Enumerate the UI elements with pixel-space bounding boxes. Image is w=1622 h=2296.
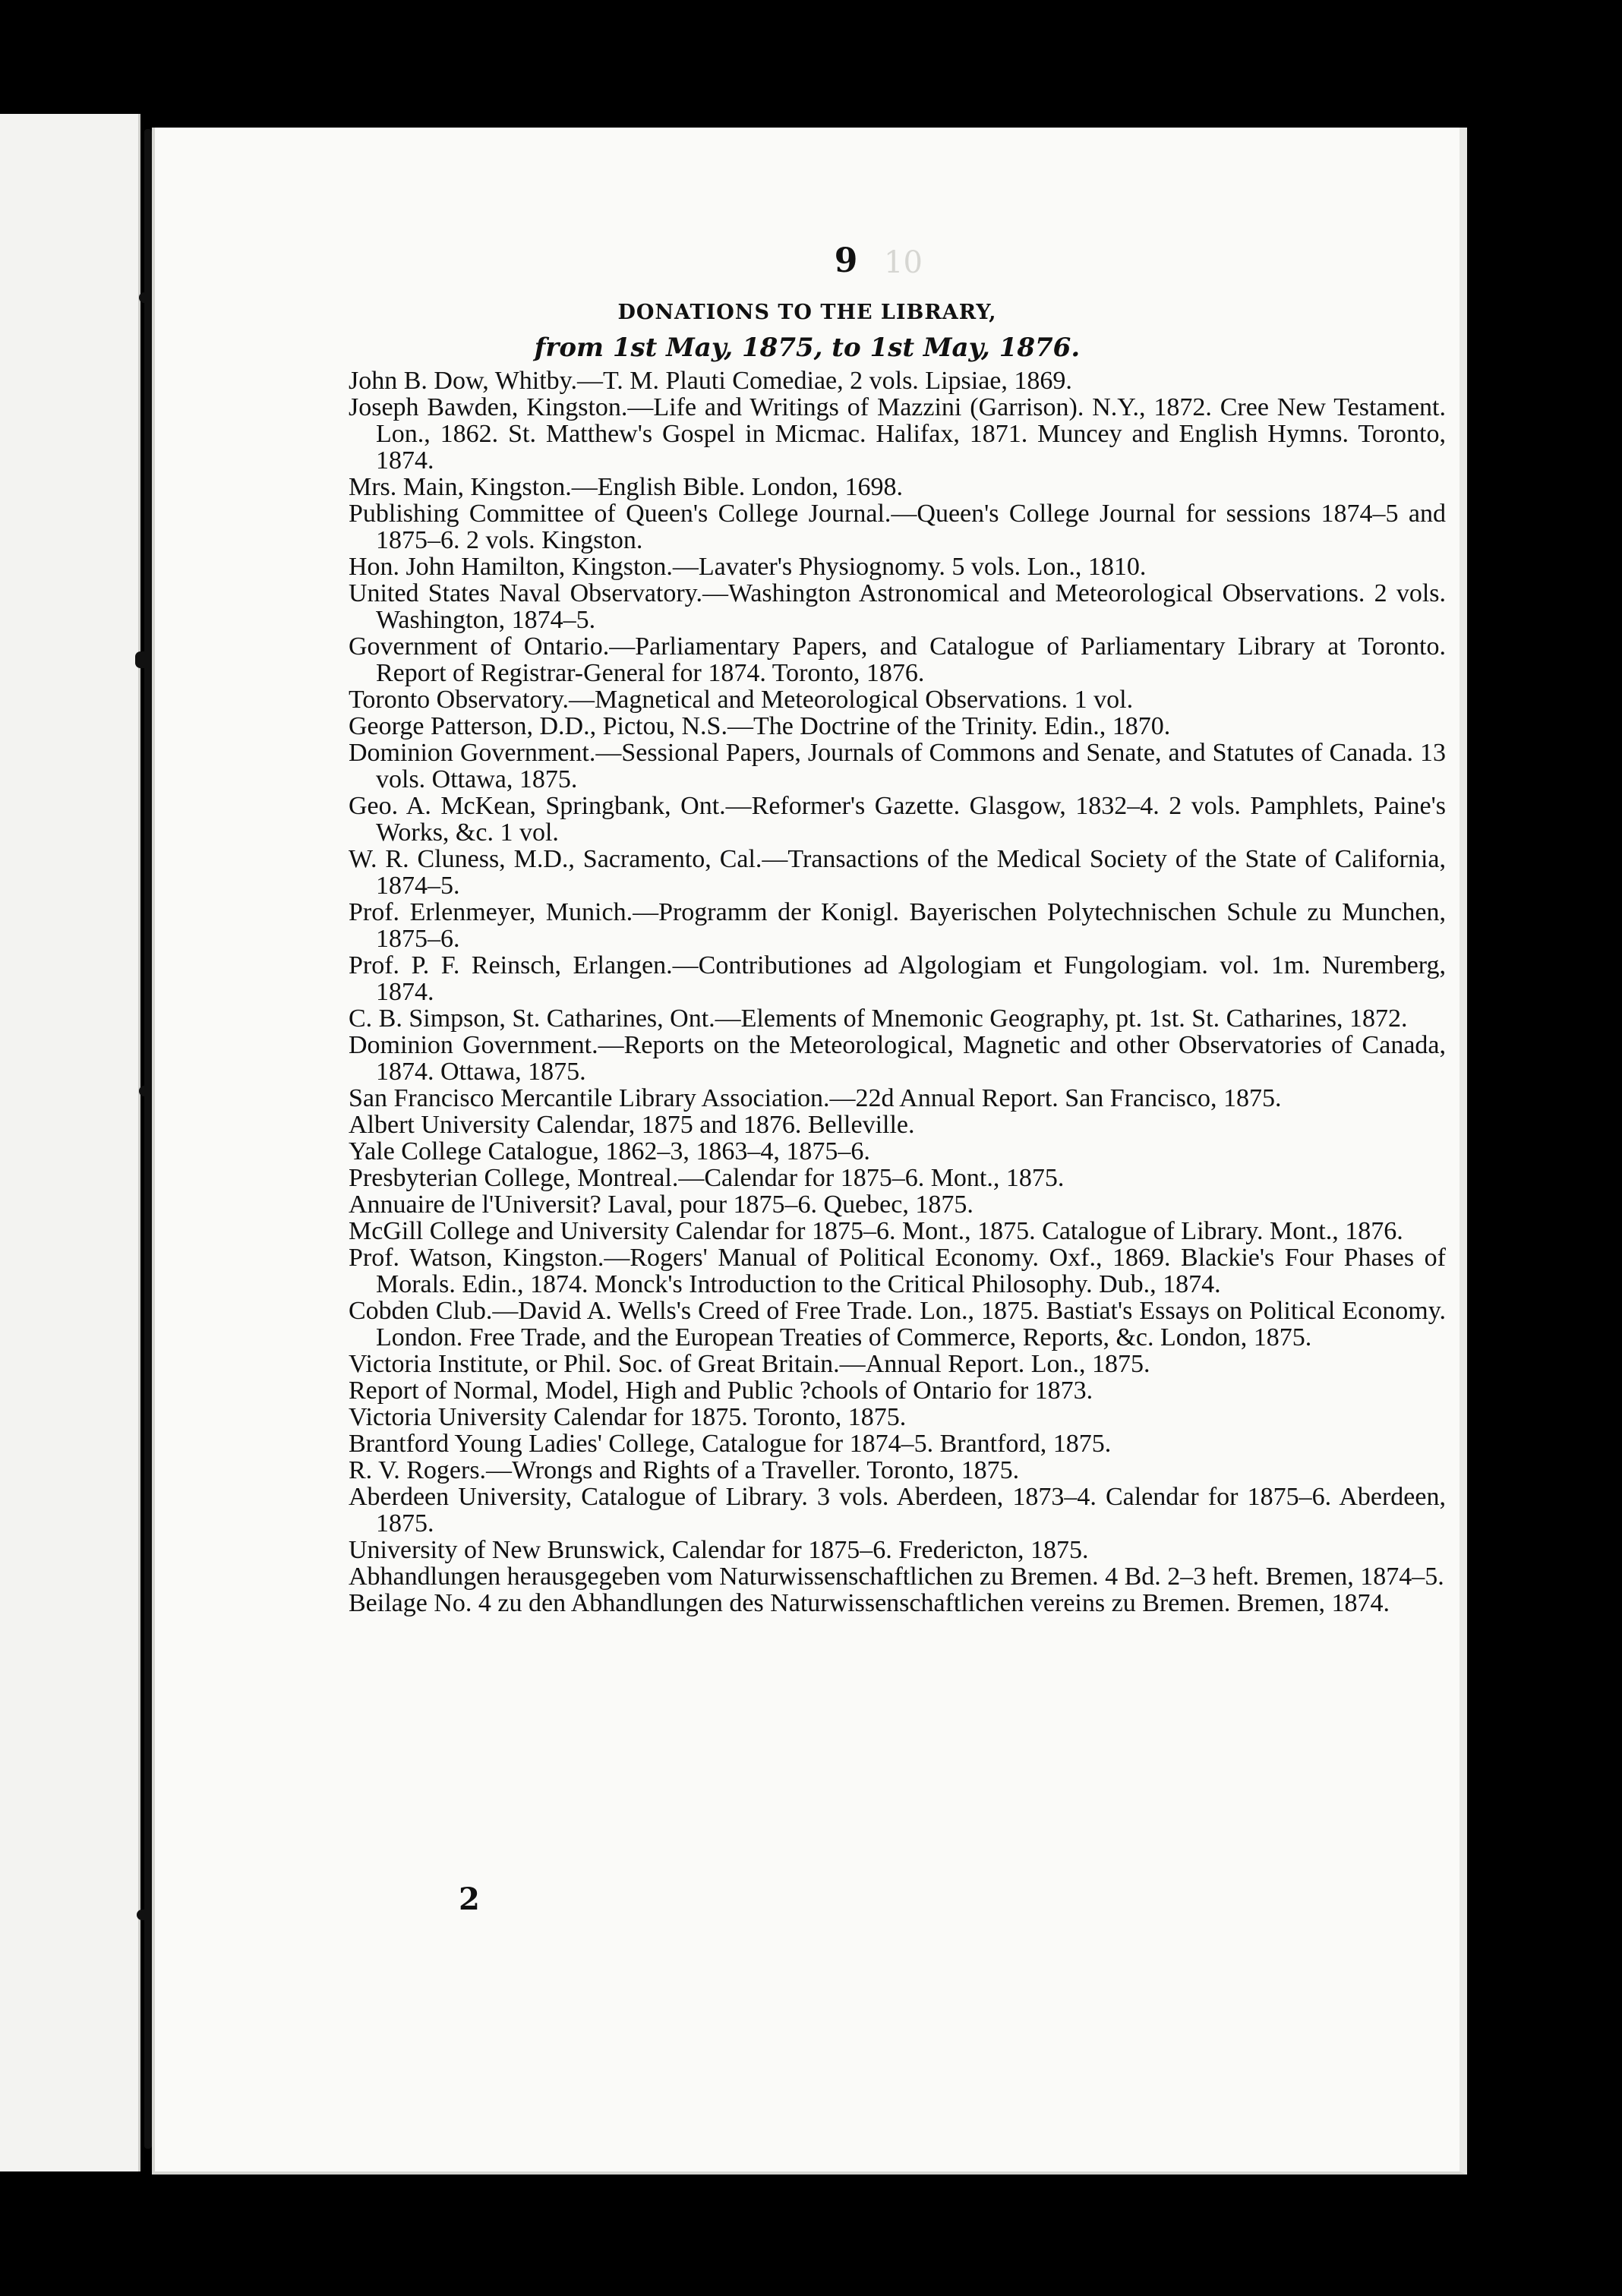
page-heading: DONATIONS TO THE LIBRARY,: [617, 301, 997, 324]
page-number: 9: [834, 241, 858, 280]
donation-entry: Joseph Bawden, Kingston.—Life and Writings of Mazzini (Garrison). N.Y., 1872. Cree New Testament. Lon., 1862. St. Matthew's Gospel in Micmac. Halifax, 1871. Muncey and English Hymns. Toronto, 1874.: [349, 393, 1446, 475]
page-subheading: from 1st May, 1875, to 1st May, 1876.: [534, 333, 1081, 363]
donation-entry: W. R. Cluness, M.D., Sacramento, Cal.—Transactions of the Medical Society of the State of California, 1874–5.: [349, 845, 1446, 900]
binding-stitch-line: [144, 129, 152, 2149]
donation-entry: Toronto Observatory.—Magnetical and Meteorological Observations. 1 vol.: [349, 686, 1134, 714]
signature-mark: 2: [459, 1881, 480, 1917]
donation-entry: Beilage No. 4 zu den Abhandlungen des Naturwissenschaftlichen vereins zu Bremen. Bremen, 1874.: [349, 1589, 1390, 1617]
donation-entry: Prof. Watson, Kingston.—Rogers' Manual of Political Economy. Oxf., 1869. Blackie's Four Phases of Morals. Edin., 1874. Monck's Introduction to the Critical Philosophy. Dub., 1874.: [349, 1244, 1446, 1298]
donation-entry: Mrs. Main, Kingston.—English Bible. London, 1698.: [349, 473, 904, 501]
donation-entry: Publishing Committee of Queen's College Journal.—Queen's College Journal for sessions 1874–5 and 1875–6. 2 vols. Kingston.: [349, 500, 1446, 554]
donation-entry: Presbyterian College, Montreal.—Calendar for 1875–6. Mont., 1875.: [349, 1164, 1065, 1192]
donation-entry: Brantford Young Ladies' College, Catalogue for 1874–5. Brantford, 1875.: [349, 1430, 1112, 1458]
donation-entry: Victoria Institute, or Phil. Soc. of Great Britain.—Annual Report. Lon., 1875.: [349, 1350, 1150, 1378]
donation-entry: Dominion Government.—Reports on the Meteorological, Magnetic and other Observatories of Canada, 1874. Ottawa, 1875.: [349, 1031, 1446, 1086]
donation-entry: University of New Brunswick, Calendar for 1875–6. Fredericton, 1875.: [349, 1536, 1089, 1564]
document-page: [152, 128, 1467, 2175]
donation-list: [349, 367, 1446, 1616]
donation-entry: McGill College and University Calendar for 1875–6. Mont., 1875. Catalogue of Library. Mont., 1876.: [349, 1217, 1403, 1245]
donation-entry: United States Naval Observatory.—Washington Astronomical and Meteorological Observations. 2 vols. Washington, 1874–5.: [349, 579, 1446, 634]
donation-entry: Victoria University Calendar for 1875. Toronto, 1875.: [349, 1403, 907, 1431]
donation-entry: Annuaire de l'Universit? Laval, pour 1875–6. Quebec, 1875.: [349, 1191, 974, 1219]
donation-entry: Report of Normal, Model, High and Public ?chools of Ontario for 1873.: [349, 1377, 1093, 1405]
donation-entry: San Francisco Mercantile Library Association.—22d Annual Report. San Francisco, 1875.: [349, 1084, 1282, 1112]
donation-entry: Dominion Government.—Sessional Papers, Journals of Commons and Senate, and Statutes of Canada. 13 vols. Ottawa, 1875.: [349, 739, 1446, 793]
donation-entry: Prof. Erlenmeyer, Munich.—Programm der Konigl. Bayerischen Polytechnischen Schule zu Munchen, 1875–6.: [349, 898, 1446, 953]
donation-entry: John B. Dow, Whitby.—T. M. Plauti Comediae, 2 vols. Lipsiae, 1869.: [349, 367, 1072, 395]
donation-entry: Hon. John Hamilton, Kingston.—Lavater's Physiognomy. 5 vols. Lon., 1810.: [349, 553, 1147, 581]
donation-entry: Abhandlungen herausgegeben vom Naturwissenschaftlichen zu Bremen. 4 Bd. 2–3 heft. Bremen, 1874–5.: [349, 1563, 1444, 1591]
donation-entry: Aberdeen University, Catalogue of Library. 3 vols. Aberdeen, 1873–4. Calendar for 1875–6. Aberdeen, 1875.: [349, 1483, 1446, 1538]
donation-entry: Prof. P. F. Reinsch, Erlangen.—Contributiones ad Algologiam et Fungologiam. vol. 1m. Nuremberg, 1874.: [349, 951, 1446, 1006]
donation-entry: C. B. Simpson, St. Catharines, Ont.—Elements of Mnemonic Geography, pt. 1st. St. Catharines, 1872.: [349, 1004, 1408, 1033]
bleed-through-number: 10: [884, 245, 923, 280]
donation-entry: Cobden Club.—David A. Wells's Creed of Free Trade. Lon., 1875. Bastiat's Essays on Political Economy. London. Free Trade, and the European Treaties of Commerce, Reports, &c. London, 1875.: [349, 1297, 1446, 1351]
donation-entry: Geo. A. McKean, Springbank, Ont.—Reformer's Gazette. Glasgow, 1832–4. 2 vols. Pamphlets, Paine's Works, &c. 1 vol.: [349, 792, 1446, 847]
donation-entry: George Patterson, D.D., Pictou, N.S.—The Doctrine of the Trinity. Edin., 1870.: [349, 712, 1171, 740]
donation-entry: R. V. Rogers.—Wrongs and Rights of a Traveller. Toronto, 1875.: [349, 1456, 1020, 1484]
donation-entry: Government of Ontario.—Parliamentary Papers, and Catalogue of Parliamentary Library at Toronto. Report of Registrar-General for 1874. Toronto, 1876.: [349, 632, 1446, 687]
donation-entry: Yale College Catalogue, 1862–3, 1863–4, 1875–6.: [349, 1137, 870, 1165]
donation-entry: Albert University Calendar, 1875 and 1876. Belleville.: [349, 1111, 915, 1139]
binding-strip: [0, 114, 140, 2171]
